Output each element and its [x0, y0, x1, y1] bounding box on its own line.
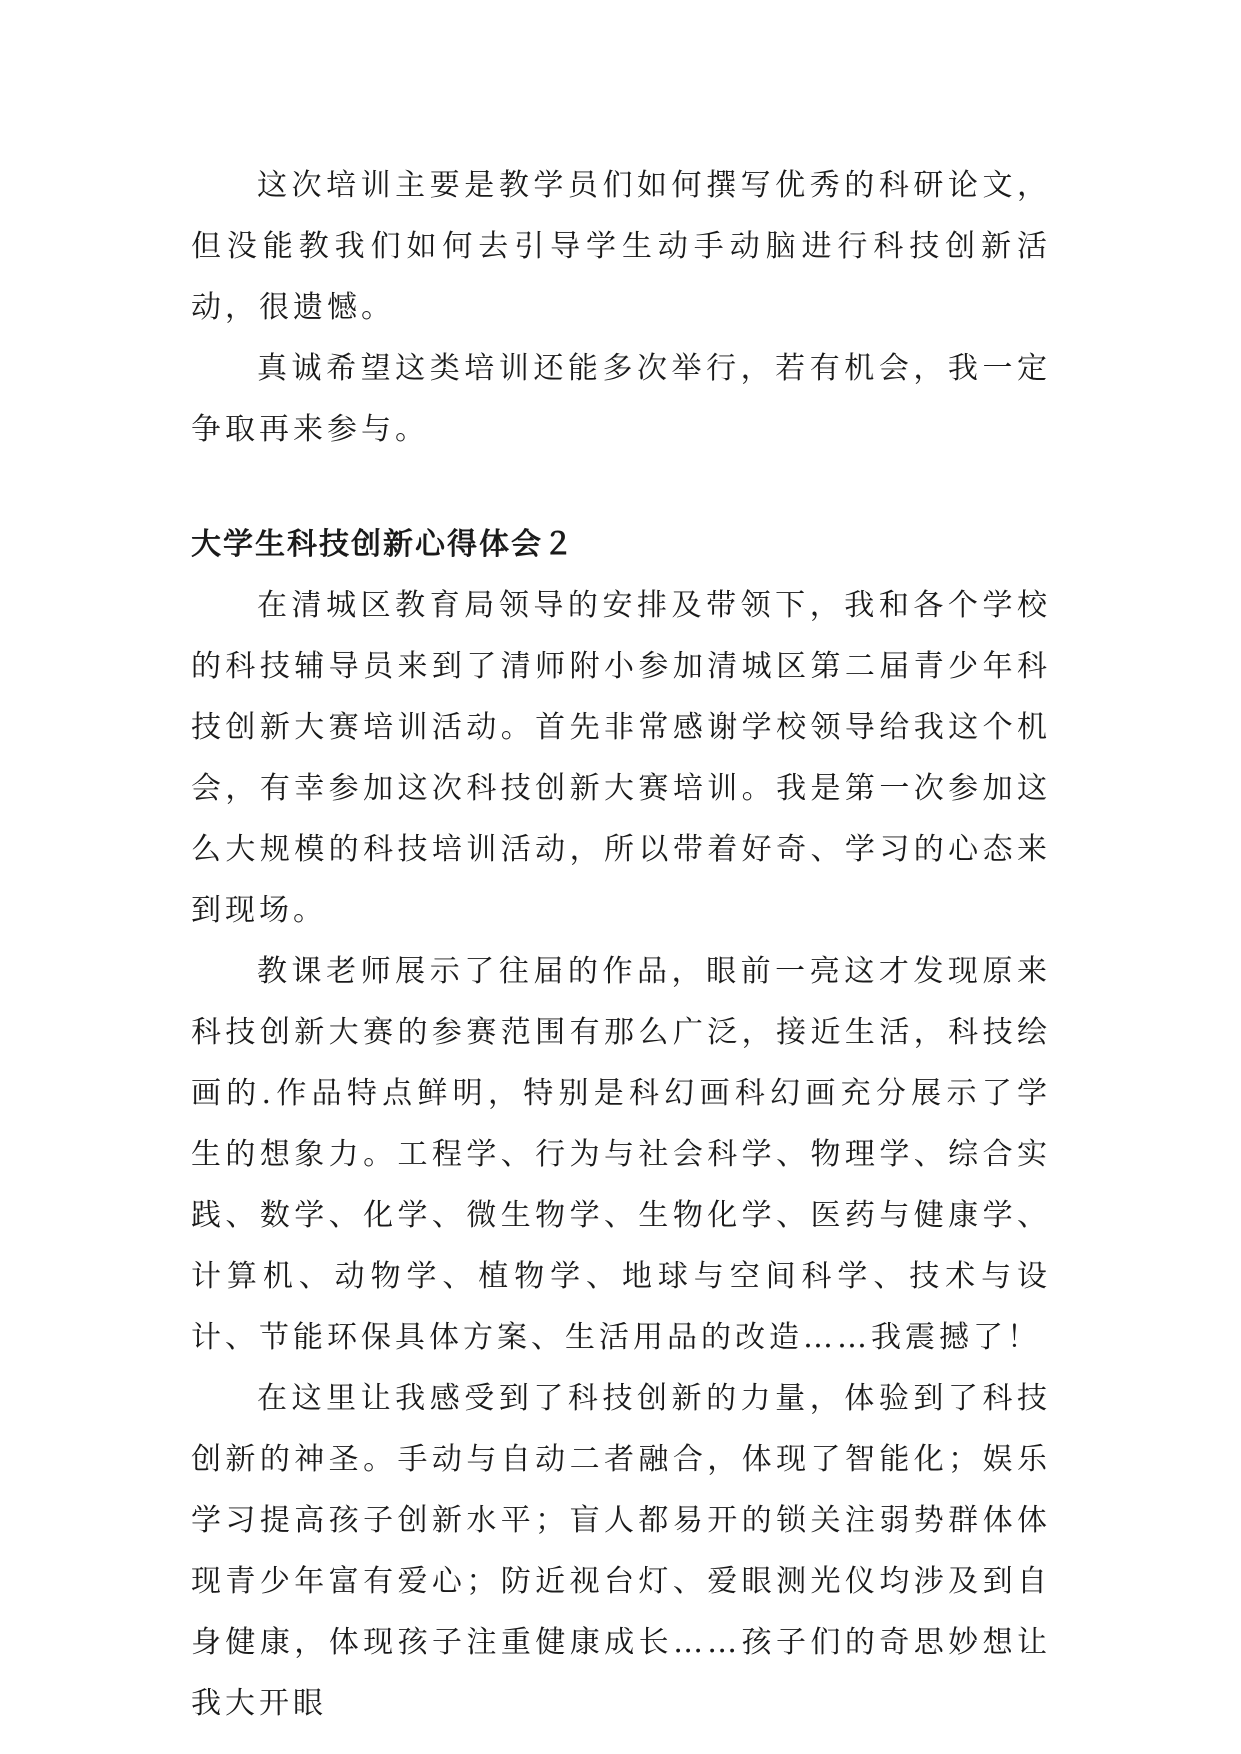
- paragraph-2: 真诚希望这类培训还能多次举行，若有机会，我一定争取再来参与。: [191, 351, 1051, 447]
- document-body: [191, 155, 1051, 1734]
- section-paragraph-2: 教课老师展示了往届的作品，眼前一亮这才发现原来科技创新大赛的参赛范围有那么广泛，接近生活，科技绘画的.作品特点鲜明，特别是科幻画科幻画充分展示了学生的想象力。工程学、行为与社会科学、物理学、综合实践、数学、化学、微生物学、生物化学、医药与健康学、计算机、动物学、植物学、地球与空间科学、技术与设计、节能环保具体方案、生活用品的改造……我震撼了！: [191, 954, 1051, 1355]
- paragraph-1: 这次培训主要是教学员们如何撰写优秀的科研论文，但没能教我们如何去引导学生动手动脑进行科技创新活动，很遗憾。: [191, 168, 1051, 325]
- section-paragraph-3: 在这里让我感受到了科技创新的力量，体验到了科技创新的神圣。手动与自动二者融合，体现了智能化；娱乐学习提高孩子创新水平；盲人都易开的锁关注弱势群体体现青少年富有爱心；防近视台灯、爱眼测光仪均涉及到自身健康，体现孩子注重健康成长……孩子们的奇思妙想让我大开眼: [191, 1381, 1051, 1721]
- section-paragraph-1: 在清城区教育局领导的安排及带领下，我和各个学校的科技辅导员来到了清师附小参加清城区第二届青少年科技创新大赛培训活动。首先非常感谢学校领导给我这个机会，有幸参加这次科技创新大赛培训。我是第一次参加这么大规模的科技培训活动，所以带着好奇、学习的心态来到现场。: [191, 588, 1051, 928]
- section-title: 大学生科技创新心得体会２: [191, 527, 575, 562]
